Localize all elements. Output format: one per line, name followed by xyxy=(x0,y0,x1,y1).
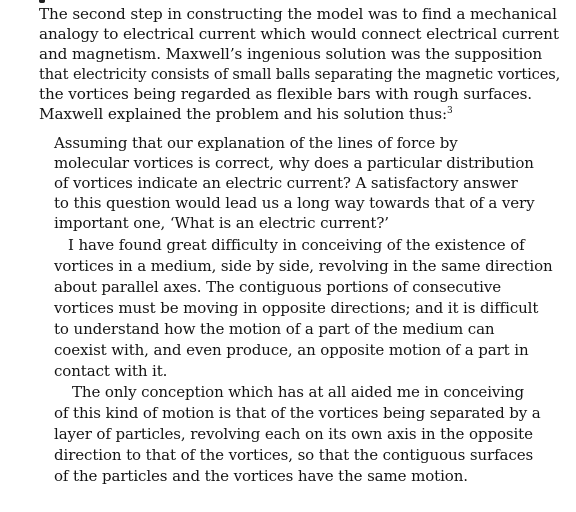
quote-line: contact with it. xyxy=(54,362,168,380)
quote-line: I have found great difficulty in conceiving of the existence of xyxy=(68,236,525,254)
quote-line: about parallel axes. The contiguous portions of consecutive xyxy=(54,278,502,296)
quote-line: Assuming that our explanation of the lines of force by xyxy=(54,134,458,152)
quote-line: important one, ‘What is an electric current?’ xyxy=(54,214,389,232)
quote-line: coexist with, and even produce, an opposite motion of a part in xyxy=(54,341,529,359)
quote-line: to this question would lead us a long way towards that of a very xyxy=(54,194,535,212)
quote-line: layer of particles, revolving each on its own axis in the opposite xyxy=(54,425,533,443)
quote-line: of vortices indicate an electric current? A satisfactory answer xyxy=(54,174,518,192)
intro-last-line xyxy=(39,104,453,124)
intro-line: the vortices being regarded as flexible bars with rough surfaces. xyxy=(39,85,533,103)
quote-line: direction to that of the vortices, so that the contiguous surfaces xyxy=(54,446,534,464)
intro-line: Maxwell explained the problem and his solution thus: xyxy=(39,105,447,123)
intro-line: and magnetism. Maxwell’s ingenious solution was the supposition xyxy=(39,45,543,63)
footnote-marker: 3 xyxy=(447,106,453,116)
intro-line: analogy to electrical current which would connect electrical current xyxy=(39,25,559,43)
quote-line: molecular vortices is correct, why does a particular distribution xyxy=(54,154,534,172)
quote-line: vortices in a medium, side by side, revolving in the same direction xyxy=(54,257,553,275)
quote-line: of the particles and the vortices have the same motion. xyxy=(54,467,468,485)
cut-off-glyph xyxy=(39,0,45,3)
intro-line: The second step in constructing the model was to find a mechanical xyxy=(39,5,557,23)
quote-line: of this kind of motion is that of the vortices being separated by a xyxy=(54,404,541,422)
quote-line: to understand how the motion of a part of the medium can xyxy=(54,320,495,338)
intro-line: that electricity consists of small balls separating the magnetic vortices, xyxy=(39,65,561,83)
quote-line: The only conception which has at all aided me in conceiving xyxy=(72,383,525,401)
quote-line: vortices must be moving in opposite directions; and it is difficult xyxy=(54,299,539,317)
